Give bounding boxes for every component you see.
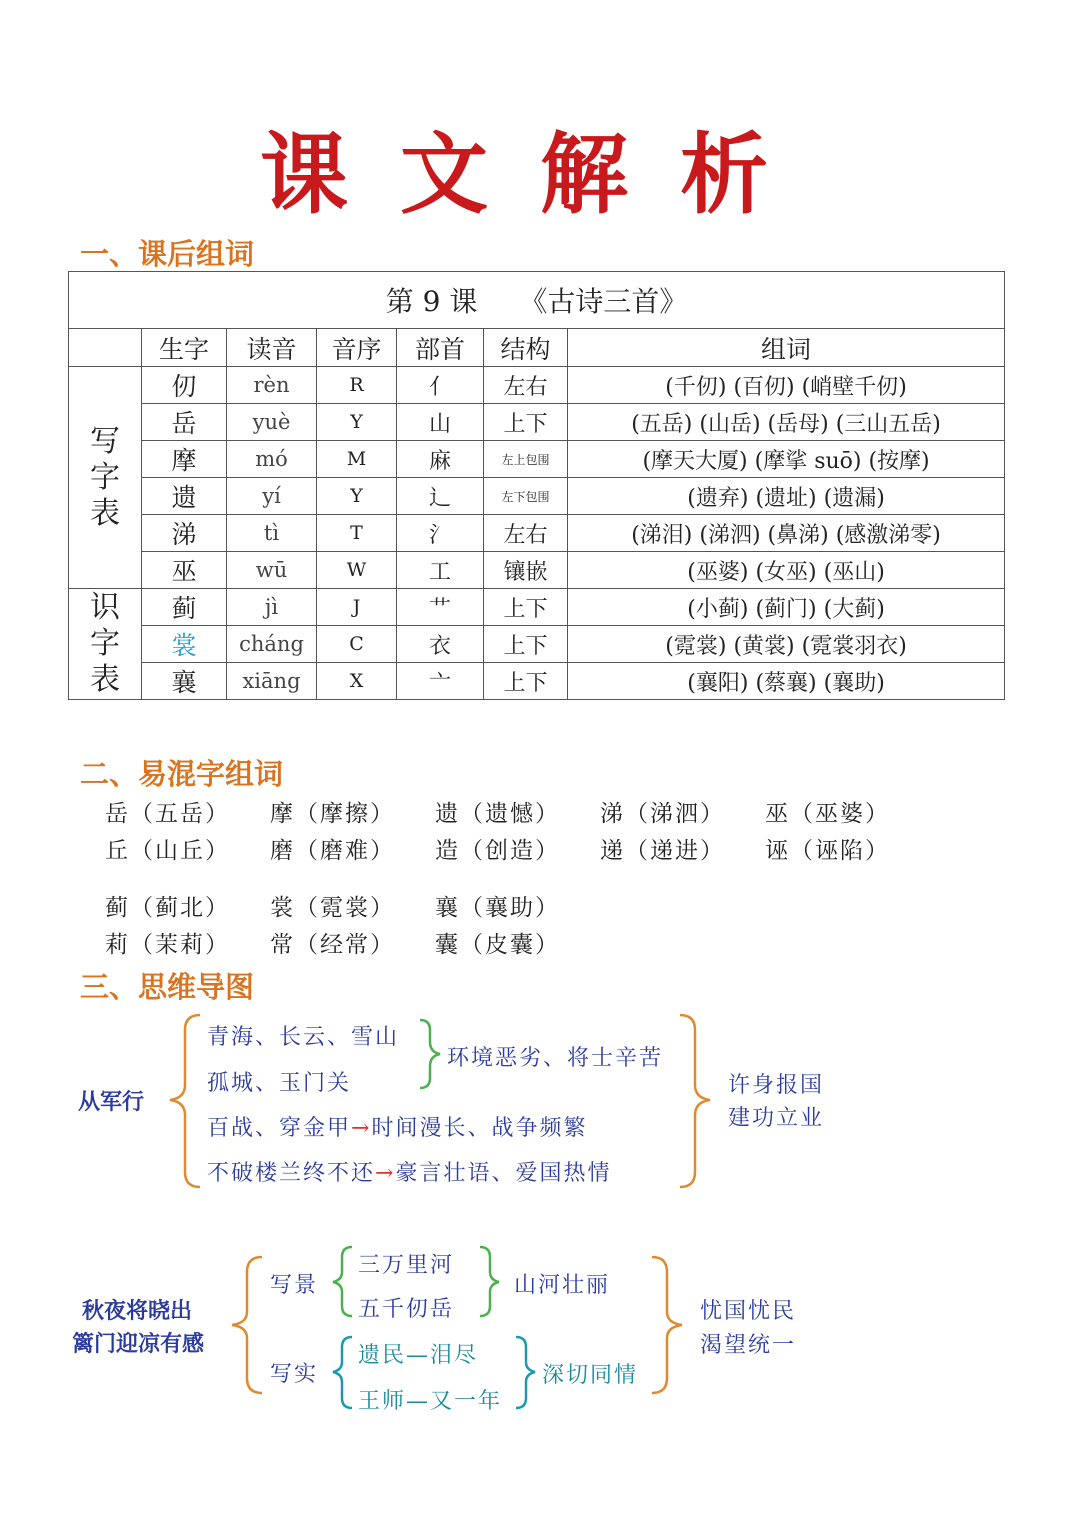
mindmap-text: 不破楼兰终不还 bbox=[207, 1161, 376, 1186]
mindmap-text: 豪言壮语、爱国热情 bbox=[395, 1161, 612, 1186]
mindmap-node: 遗民—泪尽 bbox=[358, 1343, 479, 1368]
cell-radical: 工 bbox=[397, 552, 484, 589]
cell-order: T bbox=[317, 515, 397, 552]
cell-order: M bbox=[317, 441, 397, 478]
section-heading-word-groups: 一、课后组词 bbox=[80, 237, 255, 271]
cell-radical: 衣 bbox=[397, 626, 484, 663]
cell-order: J bbox=[317, 589, 397, 626]
cell-words: (襄阳) (蔡襄) (襄助) bbox=[568, 663, 1005, 700]
mindmap-root: 从军行 bbox=[78, 1089, 145, 1115]
cell-pinyin: cháng bbox=[227, 626, 317, 663]
mindmap-node bbox=[207, 1111, 587, 1142]
header-words: 组词 bbox=[568, 329, 1005, 367]
mindmap-node: 山河壮丽 bbox=[514, 1273, 611, 1298]
confusable-item: 襄（襄助） bbox=[435, 895, 560, 921]
cell-char: 襄 bbox=[142, 663, 227, 700]
cell-words: (霓裳) (黄裳) (霓裳羽衣) bbox=[568, 626, 1005, 663]
cell-char: 蓟 bbox=[142, 589, 227, 626]
cell-radical: 艹 bbox=[397, 589, 484, 626]
brace-left-orange bbox=[170, 1015, 200, 1187]
cell-pinyin: yuè bbox=[227, 404, 317, 441]
header-radical: 部首 bbox=[397, 329, 484, 367]
confusable-item: 巫（巫婆） bbox=[765, 801, 890, 827]
cell-radical: 亻 bbox=[397, 367, 484, 404]
cell-structure: 上下 bbox=[484, 626, 568, 663]
cell-words: (巫婆) (女巫) (巫山) bbox=[568, 552, 1005, 589]
cell-order: W bbox=[317, 552, 397, 589]
mindmap-node: 三万里河 bbox=[358, 1253, 455, 1278]
confusable-item: 囊（皮囊） bbox=[435, 932, 560, 958]
brace-left-orange bbox=[232, 1257, 262, 1393]
mindmap-node: 写景 bbox=[270, 1273, 319, 1298]
confusable-item: 递（递进） bbox=[600, 838, 725, 864]
mindmap-node: 深切同情 bbox=[542, 1363, 639, 1388]
confusable-item: 莉（茉莉） bbox=[105, 932, 230, 958]
cell-words: (摩天大厦) (摩挲 suō) (按摩) bbox=[568, 441, 1005, 478]
cell-pinyin: yí bbox=[227, 478, 317, 515]
header-char: 生字 bbox=[142, 329, 227, 367]
confusable-item: 岳（五岳） bbox=[105, 801, 230, 827]
cell-structure: 左上包围 bbox=[484, 441, 568, 478]
cell-radical: 麻 bbox=[397, 441, 484, 478]
cell-pinyin: xiāng bbox=[227, 663, 317, 700]
cell-structure: 上下 bbox=[484, 404, 568, 441]
table-caption: 第 9 课 《古诗三首》 bbox=[69, 272, 1005, 329]
cell-radical: 氵 bbox=[397, 515, 484, 552]
cell-radical: 山 bbox=[397, 404, 484, 441]
cell-char: 摩 bbox=[142, 441, 227, 478]
cell-structure: 左下包围 bbox=[484, 478, 568, 515]
header-pinyin: 读音 bbox=[227, 329, 317, 367]
cell-radical: 辶 bbox=[397, 478, 484, 515]
cell-char: 遗 bbox=[142, 478, 227, 515]
brace-left-teal bbox=[333, 1337, 352, 1408]
cell-order: R bbox=[317, 367, 397, 404]
group-label-writing: 写 字 表 bbox=[69, 367, 142, 589]
cell-char: 岳 bbox=[142, 404, 227, 441]
cell-char: 巫 bbox=[142, 552, 227, 589]
confusable-item: 诬（诬陷） bbox=[765, 838, 890, 864]
cell-char: 仞 bbox=[142, 367, 227, 404]
mindmap-node: 写实 bbox=[270, 1362, 319, 1387]
arrow-icon: → bbox=[351, 1116, 372, 1141]
mindmap-node: 王师—又一年 bbox=[358, 1389, 503, 1414]
group-label-reading: 识 字 表 bbox=[69, 589, 142, 700]
cell-char-highlighted: 裳 bbox=[142, 626, 227, 663]
confusable-item: 造（创造） bbox=[435, 838, 560, 864]
cell-pinyin: tì bbox=[227, 515, 317, 552]
cell-words: (小蓟) (蓟门) (大蓟) bbox=[568, 589, 1005, 626]
cell-pinyin: mó bbox=[227, 441, 317, 478]
brace-right-green bbox=[420, 1020, 440, 1088]
mindmap-node: 五千仞岳 bbox=[358, 1297, 455, 1322]
confusable-item: 丘（山丘） bbox=[105, 838, 230, 864]
arrow-icon: → bbox=[375, 1161, 396, 1186]
cell-structure: 上下 bbox=[484, 589, 568, 626]
mindmap-node bbox=[207, 1156, 611, 1187]
cell-words: (涕泪) (涕泗) (鼻涕) (感激涕零) bbox=[568, 515, 1005, 552]
cell-order: X bbox=[317, 663, 397, 700]
confusable-item: 摩（摩擦） bbox=[270, 801, 395, 827]
cell-order: Y bbox=[317, 478, 397, 515]
brace-right-green bbox=[480, 1247, 499, 1316]
mindmap-conclusion: 忧国忧民 bbox=[700, 1299, 797, 1324]
cell-char: 涕 bbox=[142, 515, 227, 552]
mindmap-text: 时间漫长、战争频繁 bbox=[371, 1116, 588, 1141]
brace-right-orange bbox=[680, 1015, 710, 1187]
cell-structure: 镶嵌 bbox=[484, 552, 568, 589]
confusable-item: 裳（霓裳） bbox=[270, 895, 395, 921]
cell-pinyin: wū bbox=[227, 552, 317, 589]
confusable-item: 蓟（蓟北） bbox=[105, 895, 230, 921]
mindmap-node: 青海、长云、雪山 bbox=[207, 1025, 400, 1050]
cell-words: (千仞) (百仞) (峭壁千仞) bbox=[568, 367, 1005, 404]
header-structure: 结构 bbox=[484, 329, 568, 367]
mindmap-text: 百战、穿金甲 bbox=[207, 1116, 352, 1141]
brace-right-orange bbox=[652, 1257, 682, 1393]
cell-structure: 左右 bbox=[484, 515, 568, 552]
cell-pinyin: jì bbox=[227, 589, 317, 626]
confusable-item: 遗（遗憾） bbox=[435, 801, 560, 827]
confusable-item: 磨（磨难） bbox=[270, 838, 395, 864]
mindmap-node: 环境恶劣、将士辛苦 bbox=[447, 1046, 664, 1071]
cell-order: Y bbox=[317, 404, 397, 441]
cell-words: (遗弃) (遗址) (遗漏) bbox=[568, 478, 1005, 515]
page-title: 课文解析 bbox=[259, 122, 820, 226]
mindmap-node: 孤城、玉门关 bbox=[207, 1071, 352, 1096]
mindmap-root: 篱门迎凉有感 bbox=[72, 1331, 205, 1357]
mindmap-conclusion: 渴望统一 bbox=[700, 1333, 797, 1358]
cell-structure: 上下 bbox=[484, 663, 568, 700]
brace-right-teal bbox=[516, 1337, 535, 1408]
confusable-item: 涕（涕泗） bbox=[600, 801, 725, 827]
section-heading-confusable: 二、易混字组词 bbox=[80, 757, 284, 791]
confusable-item: 常（经常） bbox=[270, 932, 395, 958]
mindmap-conclusion: 建功立业 bbox=[728, 1106, 825, 1131]
cell-radical: 亠 bbox=[397, 663, 484, 700]
cell-pinyin: rèn bbox=[227, 367, 317, 404]
cell-order: C bbox=[317, 626, 397, 663]
mindmap-root: 秋夜将晓出 bbox=[82, 1298, 193, 1324]
mindmap-conclusion: 许身报国 bbox=[728, 1073, 825, 1098]
brace-left-green bbox=[333, 1247, 352, 1316]
header-order: 音序 bbox=[317, 329, 397, 367]
cell-structure: 左右 bbox=[484, 367, 568, 404]
cell-words: (五岳) (山岳) (岳母) (三山五岳) bbox=[568, 404, 1005, 441]
section-heading-mindmap: 三、思维导图 bbox=[80, 970, 255, 1004]
